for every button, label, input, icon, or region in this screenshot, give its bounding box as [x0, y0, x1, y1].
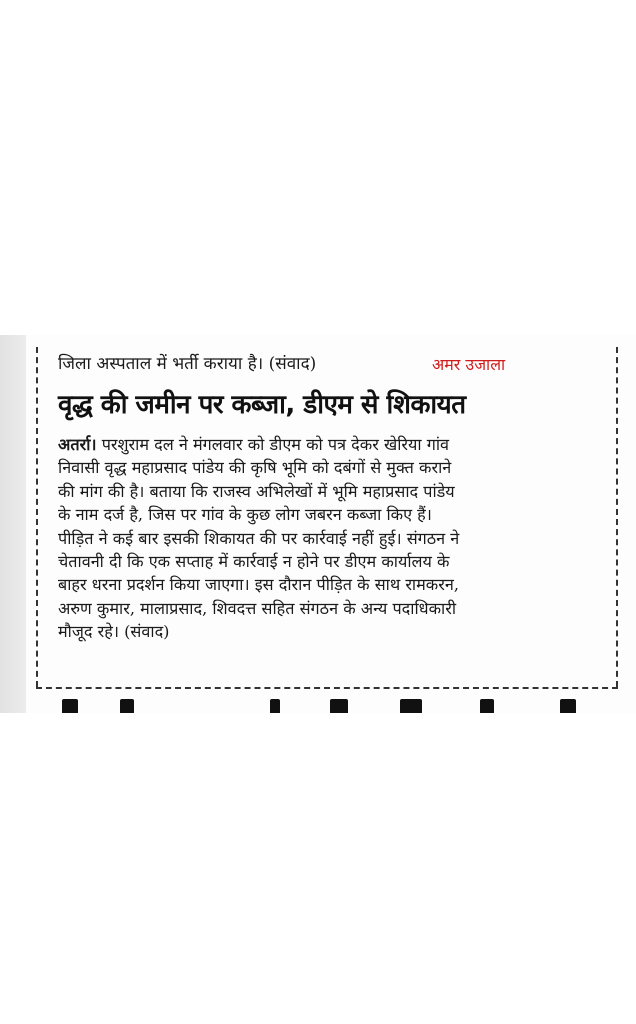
glyph-fragment — [270, 699, 280, 713]
clipping-border-left — [36, 347, 38, 687]
body-line: मौजूद रहे। (संवाद) — [58, 622, 170, 642]
body-line: निवासी वृद्ध महाप्रसाद पांडेय की कृषि भूमि को दबंगों से मुक्त कराने — [58, 458, 452, 478]
article-headline: वृद्ध की जमीन पर कब्जा, डीएम से शिकायत — [58, 390, 466, 420]
body-line: पीड़ित ने कई बार इसकी शिकायत की पर कार्रवाई नहीं हुई। संगठन ने — [58, 528, 460, 548]
cropped-next-headline — [40, 695, 630, 713]
body-line — [58, 433, 606, 456]
glyph-fragment — [330, 699, 348, 713]
body-line: की मांग की है। बताया कि राजस्व अभिलेखों में भूमि महाप्रसाद पांडेय — [58, 481, 455, 501]
previous-article-tail: जिला अस्पताल में भर्ती कराया है। (संवाद) — [58, 354, 317, 374]
body-line: चेतावनी दी कि एक सप्ताह में कार्रवाई न होने पर डीएम कार्यालय के — [58, 551, 450, 571]
article-body — [58, 433, 606, 644]
body-line-text: परशुराम दल ने मंगलवार को डीएम को पत्र देकर खेरिया गांव — [96, 435, 450, 454]
glyph-fragment — [480, 699, 494, 713]
glyph-fragment — [120, 699, 134, 713]
glyph-fragment — [400, 699, 422, 713]
body-line: बाहर धरना प्रदर्शन किया जाएगा। इस दौरान पीड़ित के साथ रामकरन, — [58, 575, 459, 595]
clipping-border-bottom — [36, 687, 618, 689]
glyph-fragment — [560, 699, 576, 713]
body-line: अरुण कुमार, मालाप्रसाद, शिवदत्त सहित संगठन के अन्य पदाधिकारी — [58, 598, 457, 618]
body-line: के नाम दर्ज है, जिस पर गांव के कुछ लोग जबरन कब्जा किए हैं। — [58, 505, 432, 525]
newspaper-name-stamp: अमर उजाला — [432, 355, 506, 374]
newspaper-clipping — [0, 335, 636, 713]
article-dateline: अतर्रा। — [58, 435, 97, 454]
page-edge-shadow — [0, 335, 26, 713]
glyph-fragment — [62, 699, 78, 713]
clipping-border-right — [616, 347, 618, 687]
